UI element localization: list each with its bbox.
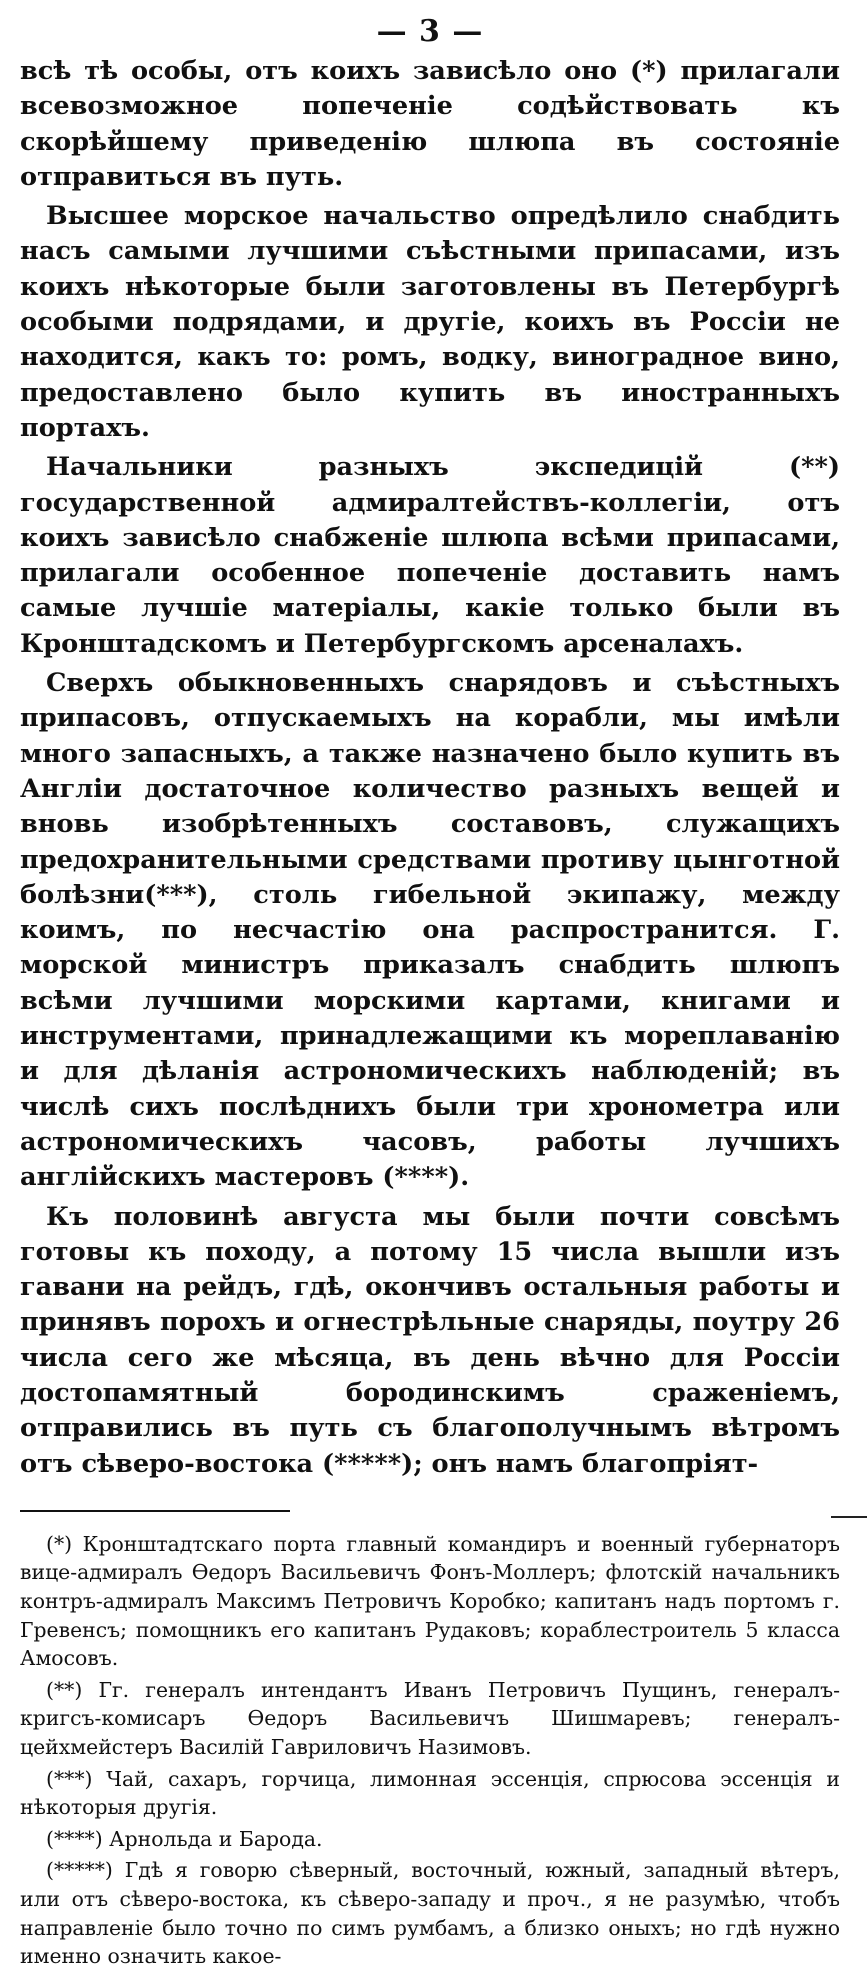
page-corner-mark	[831, 1516, 867, 1518]
paragraph: Начальники разныхъ экспедицій (**) государственной адмиралтействъ-коллегіи, отъ коихъ зависѣло снабженіе шлюпа всѣми припасами, прилагали особенное попеченіе доставить намъ самые лучшіе матеріалы, какіе только были въ Кронштадскомъ и Петербургскомъ арсеналахъ.	[20, 452, 840, 659]
paragraph: всѣ тѣ особы, отъ коихъ зависѣло оно (*) прилагали всевозможное попеченіе содѣйствовать къ скорѣйшему приведенію шлюпа въ состояніе отправиться въ путь.	[20, 56, 840, 192]
paragraph: Къ половинѣ августа мы были почти совсѣмъ готовы къ походу, а потому 15 числа вышли изъ гавани на рейдъ, гдѣ, окончивъ остальныя работы и принявъ порохъ и огнестрѣльные снаряды, поутру 26 числа сего же мѣсяца, въ день вѣчно для Россіи достопамятный бородинскимъ сраженіемъ, отправились въ путь съ благополучнымъ вѣтромъ отъ сѣверо-востока (*****); онъ намъ благопріят-	[20, 1201, 840, 1479]
footnote: (**) Гг. генералъ интендантъ Иванъ Петровичъ Пущинъ, генералъ-кригсъ-комисаръ Ѳедоръ Васильевичъ Шишмаревъ; генералъ-цейхмейстеръ Василій Гавриловичъ Назимовъ.	[20, 1677, 840, 1760]
footnote: (*) Кронштадтскаго порта главный командиръ и военный губернаторъ вице-адмиралъ Ѳедоръ Васильевичъ Фонъ-Моллеръ; флотскій начальникъ контръ-адмиралъ Максимъ Петровичъ Коробко; капитанъ надъ портомъ г. Гревенсъ; помощникъ его капитанъ Рудаковъ; кораблестроитель 5 класса Амосовъ.	[20, 1531, 840, 1671]
body-text	[20, 54, 840, 1482]
footnote: (***) Чай, сахаръ, горчица, лимонная эссенція, спрюсова эссенція и нѣкоторыя другія.	[20, 1766, 840, 1820]
footnote-divider	[20, 1510, 290, 1512]
page-number: — 3 —	[376, 14, 484, 49]
page	[20, 10, 840, 1971]
footnotes	[20, 1530, 840, 1971]
footnote: (*****) Гдѣ я говорю сѣверный, восточный, южный, западный вѣтеръ, или отъ сѣверо-востока, къ сѣверо-западу и проч., я не разумѣю, чтобъ направленіе было точно по симъ румбамъ, а близко оныхъ; но гдѣ нужно именно означить какое-	[20, 1858, 840, 1969]
paragraph: Сверхъ обыкновенныхъ снарядовъ и съѣстныхъ припасовъ, отпускаемыхъ на корабли, мы имѣли много запасныхъ, а также назначено было купить въ Англіи достаточное количество разныхъ вещей и вновь изобрѣтенныхъ составовъ, служащихъ предохранительными средствами противу цынготной болѣзни(***), столь гибельной экипажу, между коимъ, по несчастію она распространится. Г. морской министръ приказалъ снабдить шлюпъ всѣми лучшими морскими картами, книгами и инструментами, принадлежащими къ мореплаванію и для дѣланія астрономическихъ наблюденій; въ числѣ сихъ послѣднихъ были три хронометра или астрономическихъ часовъ, работы лучшихъ англійскихъ мастеровъ (****).	[20, 668, 840, 1193]
footnote: (****) Арнольда и Барода.	[46, 1826, 323, 1851]
paragraph: Высшее морское начальство опредѣлило снабдить насъ самыми лучшими съѣстными припасами, изъ коихъ нѣкоторые были заготовлены въ Петербургѣ особыми подрядами, и другіе, коихъ въ Россіи не находится, какъ то: ромъ, водку, виноградное вино, предоставлено было купить въ иностранныхъ портахъ.	[20, 201, 840, 443]
